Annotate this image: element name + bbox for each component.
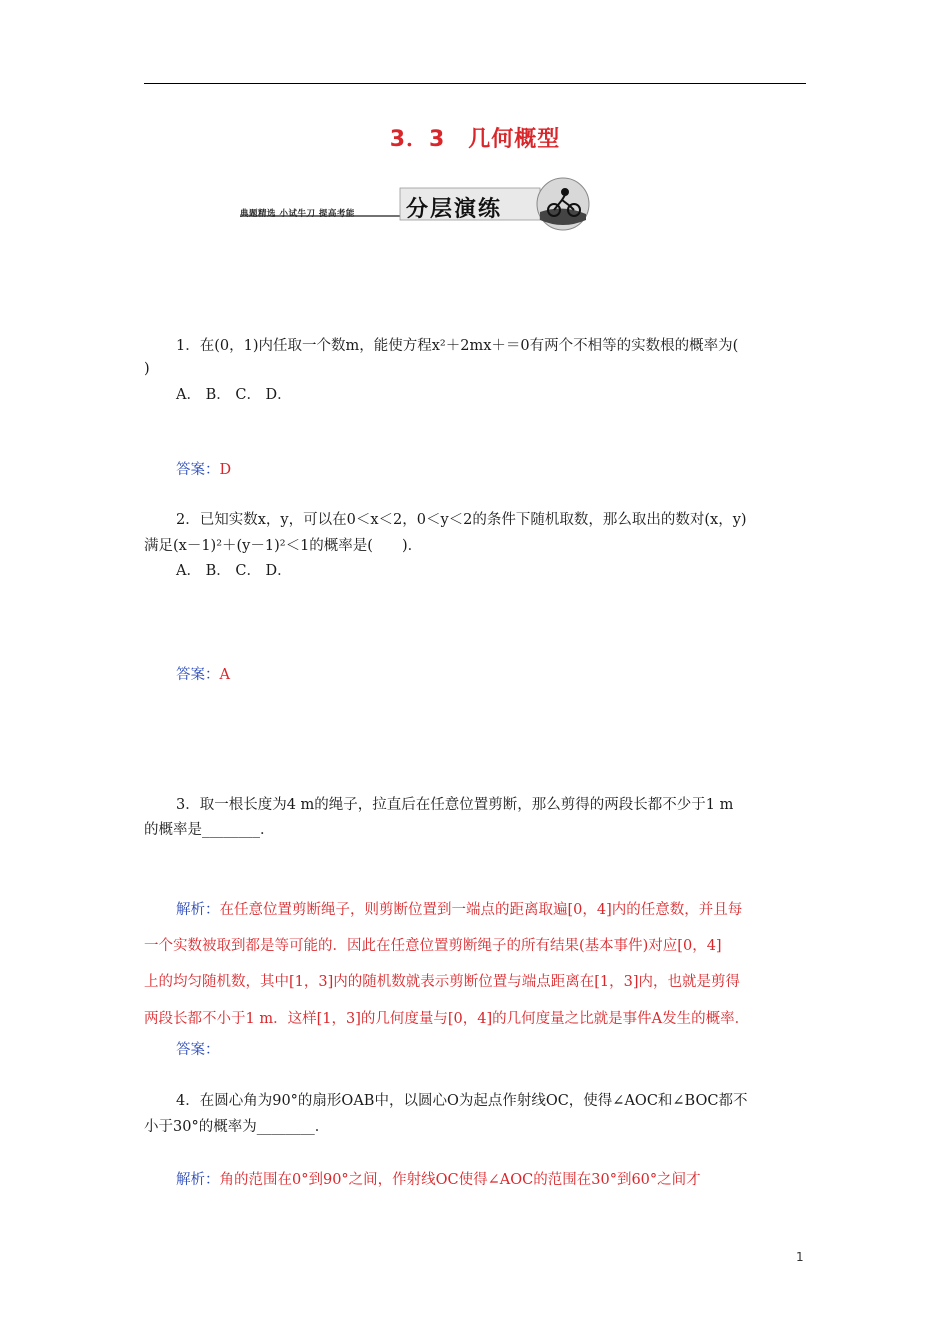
- question-1-options: A． B． C． D．: [176, 387, 292, 403]
- question-3-analysis-3: 上的均匀随机数，其中[1，3]内的随机数就表示剪断位置与端点距离在[1，3]内，也就是剪得: [144, 974, 741, 990]
- question-2-answer: [176, 665, 230, 685]
- question-1-text-cont: ): [144, 361, 150, 377]
- question-2-line-2: 满足(x－1)²＋(y－1)²＜1的概率是( )．: [144, 538, 423, 554]
- question-3-analysis-2: 一个实数被取到都是等可能的．因此在任意位置剪断绳子的所有结果(基本事件)对应[0，4]: [144, 938, 722, 954]
- answer-value: D: [219, 462, 232, 478]
- top-rule: [144, 83, 806, 84]
- question-1-answer: [176, 460, 231, 480]
- analysis-label: 解析：: [176, 902, 220, 918]
- analysis-label: 解析：: [176, 1172, 220, 1188]
- question-4-line-2: 小于30°的概率为________．: [144, 1119, 330, 1135]
- question-4-line-1: 4．在圆心角为90°的扇形OAB中，以圆心O为起点作射线OC，使得∠AOC和∠BOC都不: [176, 1093, 748, 1109]
- banner-subtitle: 典题精选 小试牛刀 提高考能: [240, 209, 355, 219]
- analysis-text: 角的范围在0°到90°之间，作射线OC使得∠AOC的范围在30°到60°之间才: [219, 1172, 701, 1188]
- answer-label: 答案：: [176, 667, 220, 683]
- question-2-line-1: 2．已知实数x，y，可以在0＜x＜2，0＜y＜2的条件下随机取数，那么取出的数对(x，y): [176, 512, 747, 528]
- question-3-analysis-1: [176, 900, 742, 920]
- page-title: 3．3 几何概型: [389, 127, 561, 152]
- question-3-line-1: 3．取一根长度为4 m的绳子，拉直后在任意位置剪断，那么剪得的两段长都不少于1 m: [176, 797, 734, 813]
- banner-title: 分层演练: [406, 196, 503, 222]
- page-number: 1: [796, 1250, 804, 1264]
- analysis-text: 在任意位置剪断绳子，则剪断位置到一端点的距离取遍[0，4]内的任意数，并且每: [219, 902, 743, 918]
- question-3-line-2: 的概率是________．: [144, 822, 275, 838]
- question-3-analysis-4: 两段长都不小于1 m．这样[1，3]的几何度量与[0，4]的几何度量之比就是事件A发生的概率．: [144, 1011, 750, 1027]
- question-4-analysis: [176, 1170, 701, 1190]
- answer-label: 答案：: [176, 462, 220, 478]
- question-2-options: A． B． C． D．: [176, 563, 292, 579]
- section-banner: [240, 176, 600, 232]
- question-1-text: 1．在(0，1)内任取一个数m，能使方程x²＋2mx＋＝0有两个不相等的实数根的概率为(: [176, 338, 739, 354]
- answer-value: A: [219, 667, 230, 683]
- question-3-answer-label: 答案：: [176, 1042, 220, 1058]
